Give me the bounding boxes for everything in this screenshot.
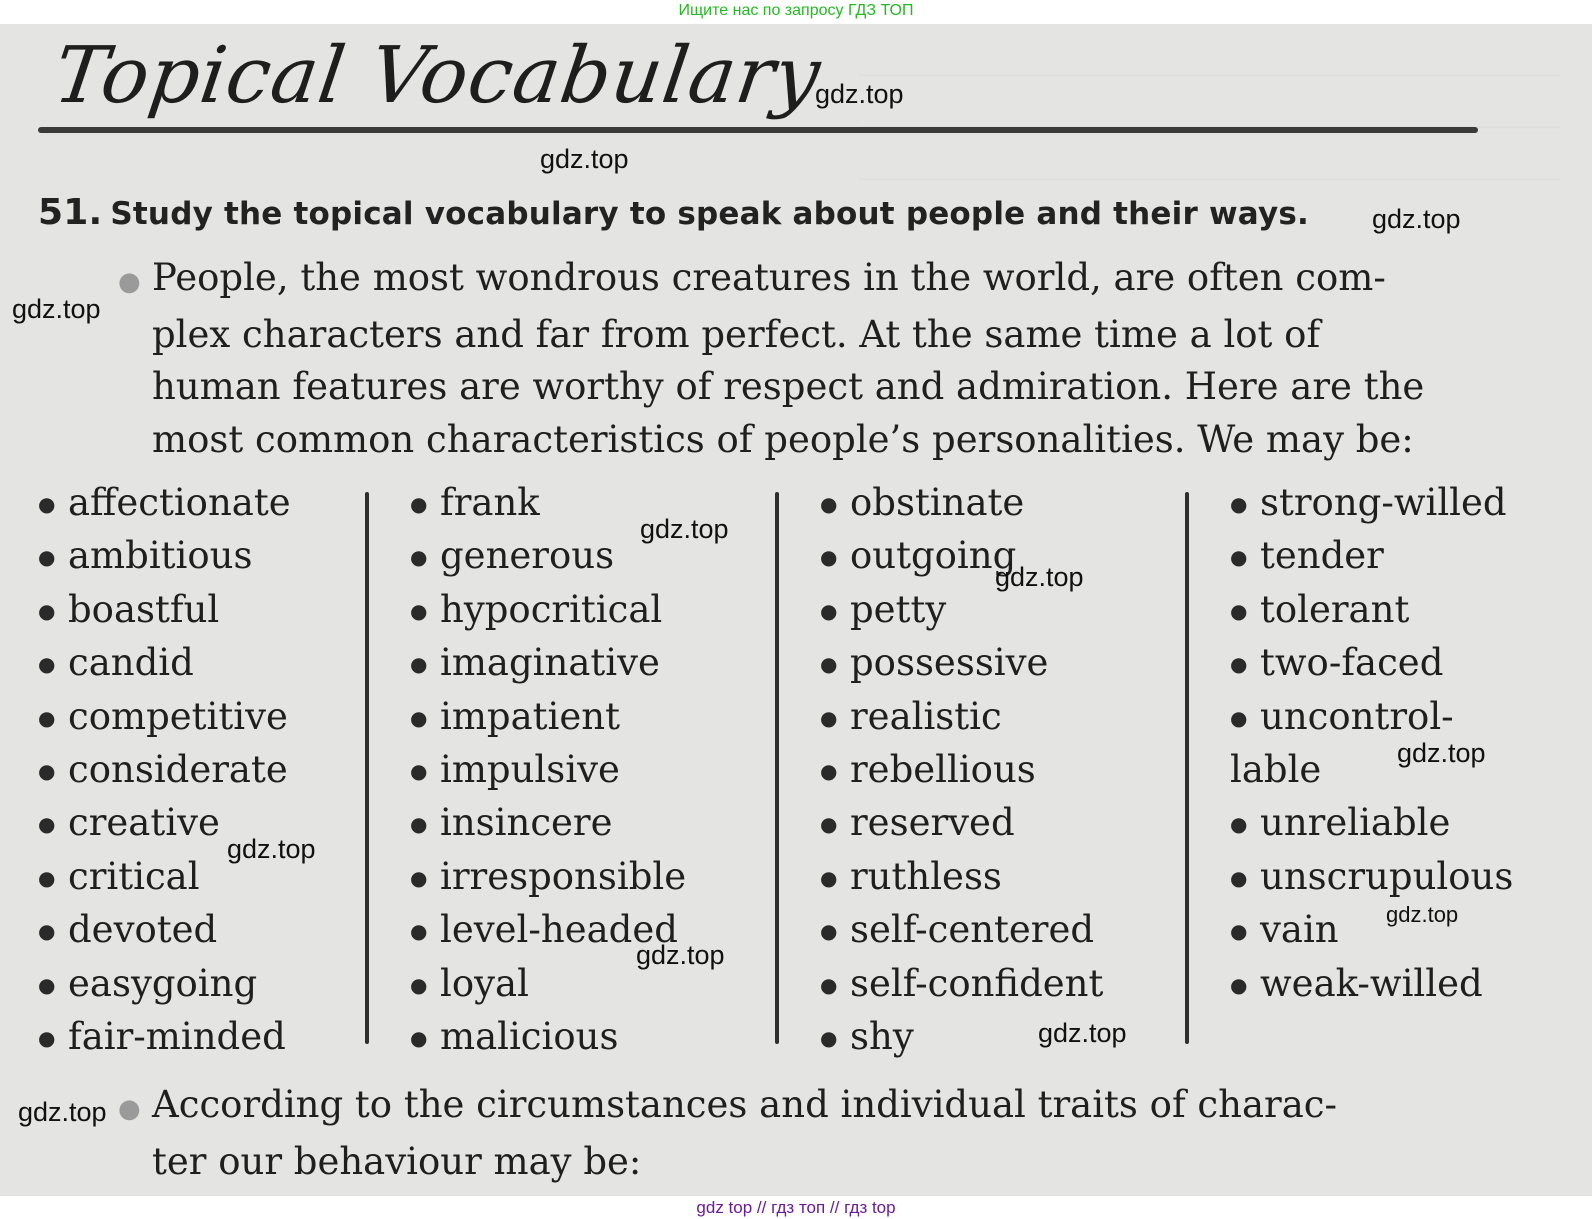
vocab-column-2: [410, 476, 686, 1063]
bottom-banner[interactable]: gdz top // гдз топ // гдз top: [0, 1196, 1592, 1219]
watermark: gdz.top: [640, 514, 729, 544]
vocab-item: ● fair-minded: [38, 1010, 291, 1063]
vocab-item: ● frank: [410, 476, 686, 529]
bullet-icon: ●: [820, 758, 838, 783]
vocab-item: ● uncontrol-: [1230, 690, 1513, 743]
bullet-icon: ●: [410, 758, 428, 783]
vocab-item: ● unscrupulous: [1230, 850, 1513, 903]
bullet-icon: ●: [1230, 545, 1248, 570]
vocab-item: ● rebellious: [820, 743, 1103, 796]
vocab-item: ● insincere: [410, 796, 686, 849]
watermark: gdz.top: [815, 79, 904, 109]
vocab-item: ● self-confident: [820, 957, 1103, 1010]
bullet-icon: ●: [118, 1094, 141, 1124]
watermark: gdz.top: [995, 562, 1084, 592]
bullet-icon: ●: [38, 545, 56, 570]
intro-line: plex characters and far from perfect. At the same time a lot of: [152, 312, 1321, 356]
watermark: gdz.top: [1397, 738, 1486, 768]
vocab-item: ● devoted: [38, 903, 291, 956]
vocab-item: ● candid: [38, 636, 291, 689]
vocab-item: ● ruthless: [820, 850, 1103, 903]
heading-title: Topical Vocabulary: [48, 31, 827, 121]
vocab-item: ● generous: [410, 529, 686, 582]
vocab-item: ● affectionate: [38, 476, 291, 529]
bullet-icon: ●: [1230, 919, 1248, 944]
intro-line: human features are worthy of respect and admiration. Here are the: [152, 365, 1425, 408]
bullet-icon: ●: [820, 652, 838, 677]
bullet-icon: ●: [38, 758, 56, 783]
bullet-icon: ●: [410, 919, 428, 944]
watermark: gdz.top: [540, 144, 629, 174]
bullet-icon: ●: [820, 705, 838, 730]
bullet-icon: ●: [38, 919, 56, 944]
bullet-icon: ●: [410, 865, 428, 890]
exercise-instruction: [38, 192, 1309, 233]
vocab-item-continuation: lable: [1230, 747, 1322, 791]
vocab-item: ● outgoing: [820, 529, 1103, 582]
vocab-item: ● strong-willed: [1230, 476, 1513, 529]
bullet-icon: ●: [38, 812, 56, 837]
outro-line: ● According to the circumstances and individual traits of charac-: [152, 1079, 1532, 1136]
outro-paragraph: [118, 1079, 1532, 1188]
vocab-item: ● impatient: [410, 690, 686, 743]
column-divider: [1185, 492, 1189, 1044]
exercise-text: Study the topical vocabulary to speak about people and their ways.: [110, 196, 1309, 232]
vocab-item: ● shy: [820, 1010, 1103, 1063]
column-divider: [775, 492, 779, 1044]
bullet-icon: ●: [820, 1025, 838, 1050]
top-banner[interactable]: Ищите нас по запросу ГДЗ ТОП: [0, 0, 1592, 22]
bullet-icon: ●: [410, 598, 428, 623]
bullet-icon: ●: [410, 492, 428, 516]
intro-line: ● People, the most wondrous creatures in the world, are often com-: [152, 252, 1532, 309]
bullet-icon: ●: [38, 598, 56, 623]
vocab-item: ● loyal: [410, 957, 686, 1010]
vocab-item: ● boastful: [38, 583, 291, 636]
watermark: gdz.top: [1386, 902, 1459, 927]
bullet-icon: ●: [820, 812, 838, 837]
bullet-icon: ●: [410, 705, 428, 730]
intro-line: most common characteristics of people’s personalities. We may be:: [152, 417, 1414, 461]
bullet-icon: ●: [118, 267, 141, 297]
vocab-column-1: [38, 476, 291, 1063]
bullet-icon: ●: [410, 972, 428, 997]
vocab-item: ● critical: [38, 850, 291, 903]
bullet-icon: ●: [38, 705, 56, 730]
bullet-icon: ●: [820, 865, 838, 890]
bullet-icon: ●: [1230, 705, 1248, 730]
vocab-item: ● level-headed: [410, 903, 686, 956]
vocab-item: ● weak-willed: [1230, 957, 1513, 1010]
watermark: gdz.top: [12, 294, 101, 324]
bullet-icon: ●: [38, 865, 56, 890]
watermark: gdz.top: [227, 834, 316, 864]
vocab-item: ● petty: [820, 583, 1103, 636]
section-heading: [48, 26, 827, 126]
vocab-item: ● realistic: [820, 690, 1103, 743]
outro-line: ter our behaviour may be:: [152, 1139, 642, 1183]
vocab-item: ● tolerant: [1230, 583, 1513, 636]
textbook-page: [0, 24, 1592, 1196]
vocab-item: ● vain: [1230, 903, 1513, 956]
bullet-icon: ●: [1230, 865, 1248, 890]
heading-underline: [38, 127, 1478, 133]
bullet-icon: ●: [38, 652, 56, 677]
vocab-item: ● creative: [38, 796, 291, 849]
watermark: gdz.top: [636, 940, 725, 970]
column-divider: [365, 492, 369, 1044]
vocab-item: ● impulsive: [410, 743, 686, 796]
vocab-item: ● imaginative: [410, 636, 686, 689]
bullet-icon: ●: [1230, 598, 1248, 623]
bullet-icon: ●: [410, 545, 428, 570]
vocab-item: ● possessive: [820, 636, 1103, 689]
watermark: gdz.top: [1038, 1018, 1127, 1048]
bullet-icon: ●: [1230, 972, 1248, 997]
bleed-through-texture: [860, 44, 1560, 194]
bullet-icon: ●: [38, 492, 56, 516]
watermark: gdz.top: [1372, 204, 1461, 234]
vocab-item: ● competitive: [38, 690, 291, 743]
vocab-item: ● two-faced: [1230, 636, 1513, 689]
bullet-icon: ●: [38, 972, 56, 997]
vocab-item: ● ambitious: [38, 529, 291, 582]
bullet-icon: ●: [820, 598, 838, 623]
vocab-item: ● easygoing: [38, 957, 291, 1010]
bullet-icon: ●: [38, 1025, 56, 1050]
vocab-item: ● self-centered: [820, 903, 1103, 956]
exercise-number: 51.: [38, 192, 103, 233]
bullet-icon: ●: [410, 1025, 428, 1050]
vocab-item: ● tender: [1230, 529, 1513, 582]
bullet-icon: ●: [820, 919, 838, 944]
bullet-icon: ●: [410, 812, 428, 837]
intro-paragraph: [118, 252, 1532, 466]
bullet-icon: ●: [820, 972, 838, 997]
bullet-icon: ●: [820, 545, 838, 570]
bullet-icon: ●: [1230, 492, 1248, 516]
bullet-icon: ●: [1230, 812, 1248, 837]
vocab-item: ● reserved: [820, 796, 1103, 849]
vocab-item: ● considerate: [38, 743, 291, 796]
vocab-item: ● obstinate: [820, 476, 1103, 529]
bullet-icon: ●: [1230, 652, 1248, 677]
watermark: gdz.top: [18, 1097, 107, 1127]
vocab-item: ● unreliable: [1230, 796, 1513, 849]
bullet-icon: ●: [410, 652, 428, 677]
vocab-item: ● hypocritical: [410, 583, 686, 636]
bullet-icon: ●: [820, 492, 838, 516]
vocab-item: ● irresponsible: [410, 850, 686, 903]
vocab-item: ● malicious: [410, 1010, 686, 1063]
